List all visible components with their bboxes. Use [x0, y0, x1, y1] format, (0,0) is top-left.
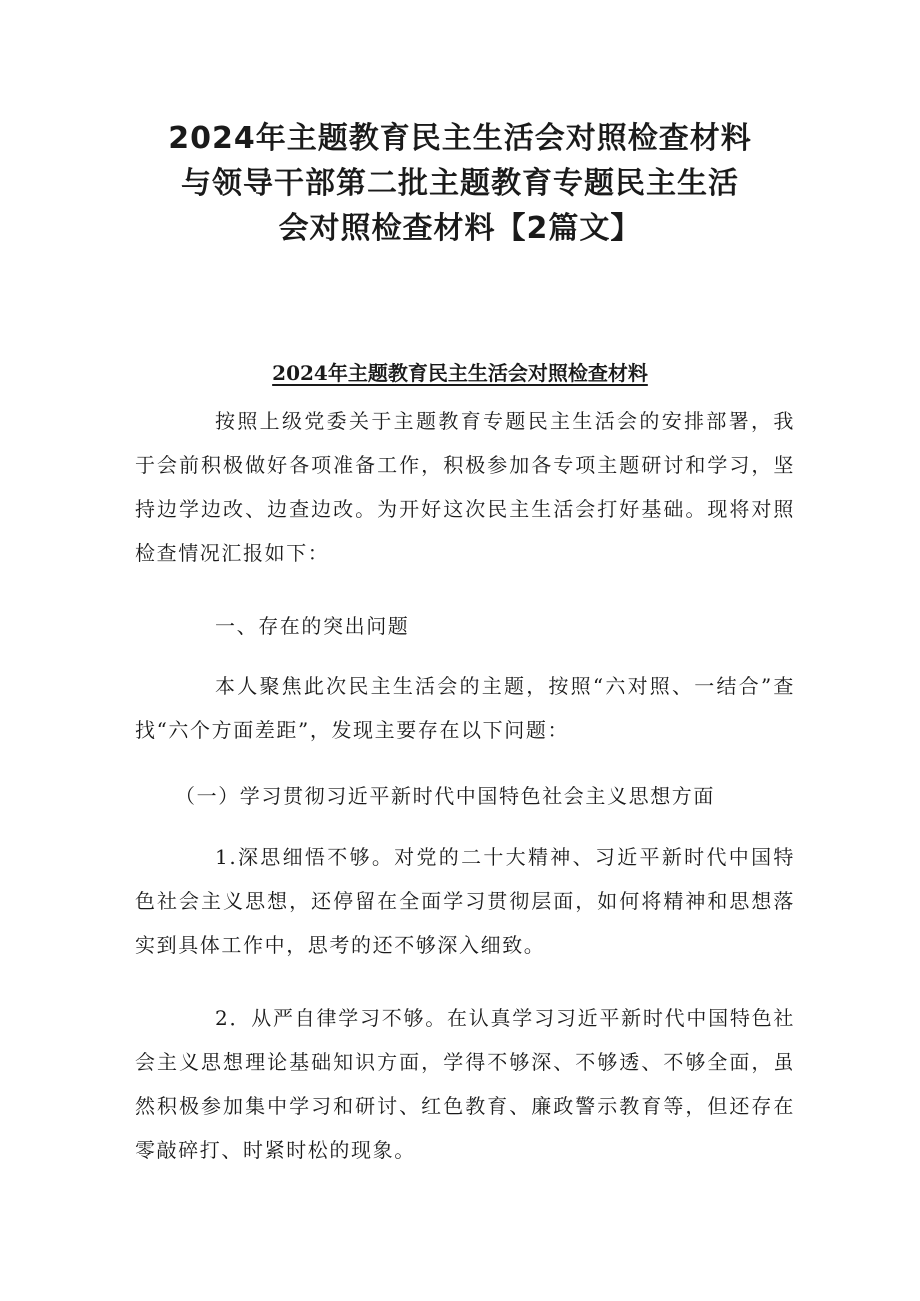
document-title: [0, 116, 920, 251]
item-2-paragraph: 2．从严自律学习不够。在认真学习习近平新时代中国特色社会主义思想理论基础知识方面，学得不够深、不够透、不够全面，虽然积极参加集中学习和研讨、红色教育、廉政警示教育等，但还存在零敲碎打、时紧时松的现象。: [135, 1006, 795, 1162]
section-one-heading: 一、存在的突出问题: [215, 614, 410, 638]
title-line-1: 2024年主题教育民主生活会对照检查材料: [168, 121, 752, 156]
subsection-one-heading: （一）学习贯彻习近平新时代中国特色社会主义思想方面: [175, 784, 715, 808]
section-one-intro-paragraph: 本人聚焦此次民主生活会的主题，按照“六对照、一结合”查找“六个方面差距”，发现主要存在以下问题：: [135, 674, 795, 742]
title-line-3: 会对照检查材料【2篇文】: [278, 211, 642, 246]
section-subtitle: 2024年主题教育民主生活会对照检查材料: [272, 361, 648, 385]
item-1-paragraph: 1.深思细悟不够。对党的二十大精神、习近平新时代中国特色社会主义思想，还停留在全面学习贯彻层面，如何将精神和思想落实到具体工作中，思考的还不够深入细致。: [135, 845, 795, 957]
intro-paragraph: 按照上级党委关于主题教育专题民主生活会的安排部署，我于会前积极做好各项准备工作，积极参加各专项主题研讨和学习，坚持边学边改、边查边改。为开好这次民主生活会打好基础。现将对照检查情况汇报如下：: [135, 409, 795, 565]
title-line-2: 与领导干部第二批主题教育专题民主生活: [181, 166, 739, 201]
